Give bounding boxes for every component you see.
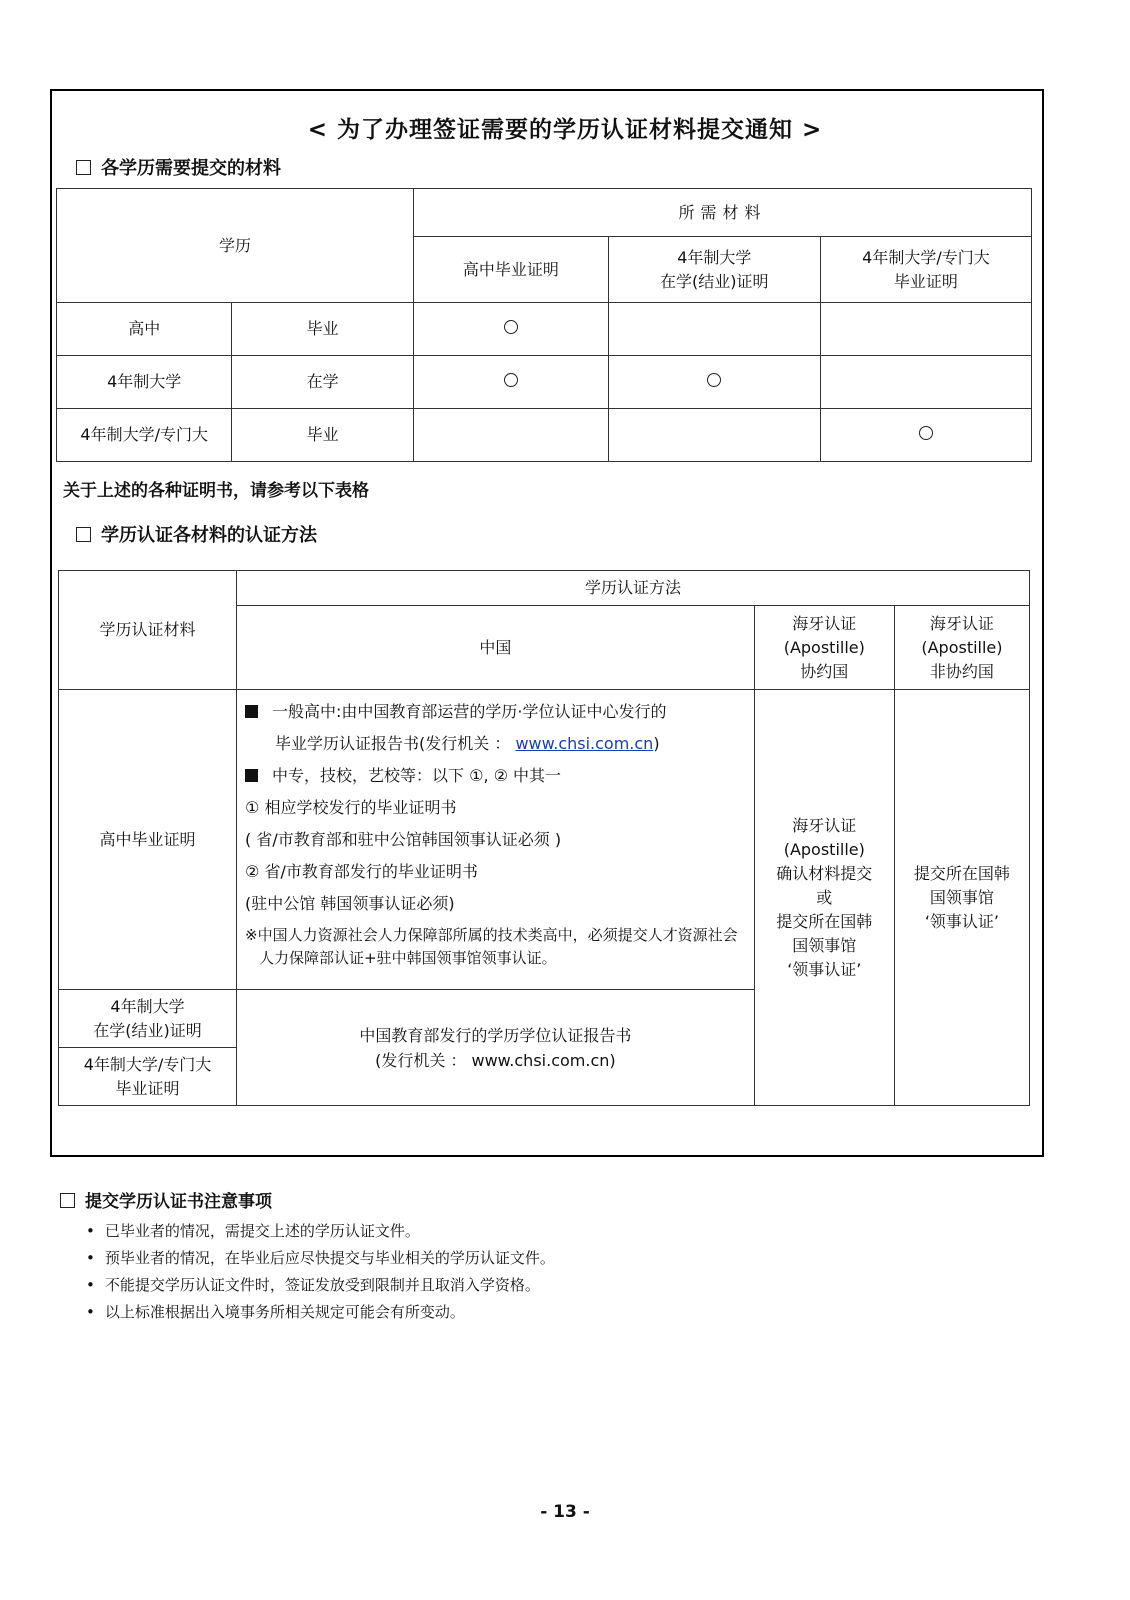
method-line (245, 760, 748, 792)
row-status: 毕业 (232, 303, 414, 356)
row-level: 4年制大学 (57, 356, 232, 409)
checkbox-square-icon (76, 160, 91, 175)
header-col-graduated: 4年制大学/专门大 毕业证明 (820, 237, 1031, 303)
method-line: ② 省/市教育部发行的毕业证明书 (245, 862, 478, 881)
required-circle-icon (707, 373, 721, 387)
requirement-cell (608, 356, 820, 409)
header-material: 学历认证材料 (59, 571, 237, 690)
requirement-cell (820, 409, 1031, 462)
note-item: • 不能提交学历认证文件时，签证发放受到限制并且取消入学资格。 (86, 1272, 555, 1299)
note-item: • 预毕业者的情况，在毕业后应尽快提交与毕业相关的学历认证文件。 (86, 1245, 555, 1272)
methods-table (58, 570, 1030, 1106)
notes-list (60, 1218, 555, 1326)
required-circle-icon (504, 373, 518, 387)
apostille-non-member-method: 提交所在国韩 国领事馆 ‘领事认证’ (894, 690, 1029, 1106)
section-heading-materials (76, 154, 281, 180)
header-education: 学历 (57, 189, 414, 303)
section-heading-text: 学历认证各材料的认证方法 (101, 525, 317, 546)
method-text: 中专，技校，艺校等：以下 ①, ② 中其一 (272, 766, 562, 785)
row-label-highschool: 高中毕业证明 (59, 690, 237, 990)
requirement-cell (820, 303, 1031, 356)
header-method: 学历认证方法 (237, 571, 1030, 606)
requirement-cell (608, 303, 820, 356)
requirement-cell (820, 356, 1031, 409)
highschool-china-method (237, 690, 755, 990)
method-text: 一般高中:由中国教育部运营的学历·学位认证中心发行的 (272, 702, 667, 721)
row-status: 在学 (232, 356, 414, 409)
header-col-highschool: 高中毕业证明 (413, 237, 608, 303)
reference-note: ※中国人力资源社会人力保障部所属的技术类高中，必须提交人才资源社会人力保障部认证+驻中韩国领事馆领事认证。 (245, 926, 738, 967)
requirement-cell (608, 409, 820, 462)
method-text: 毕业学历认证报告书(发行机关 ： (275, 734, 516, 753)
table-reference-note: 关于上述的各种证明书，请参考以下表格 (63, 481, 369, 501)
section-heading-methods (76, 521, 317, 547)
method-line: ( 省/市教育部和驻中公馆韩国领事认证必须 ) (245, 830, 562, 849)
method-line: ① 相应学校发行的毕业证明书 (245, 798, 457, 817)
page-number: - 13 - (540, 1502, 590, 1522)
materials-table (56, 188, 1032, 462)
checkbox-square-icon (76, 527, 91, 542)
requirement-cell (413, 409, 608, 462)
submission-notes (60, 1187, 555, 1326)
header-apostille-non-member: 海牙认证 (Apostille) 非协约国 (894, 606, 1029, 690)
row-label-graduated: 4年制大学/专门大 毕业证明 (59, 1048, 237, 1106)
bullet-square-icon (245, 769, 258, 782)
materials-row (57, 356, 1032, 409)
materials-row (57, 409, 1032, 462)
materials-row (57, 303, 1032, 356)
requirement-cell (413, 303, 608, 356)
row-level: 高中 (57, 303, 232, 356)
apostille-member-method: 海牙认证 (Apostille) 确认材料提交 或 提交所在国韩 国领事馆 ‘领事认证’ (754, 690, 894, 1106)
header-required: 所需材料 (413, 189, 1031, 237)
header-col-enrolled: 4年制大学 在学(结业)证明 (608, 237, 820, 303)
header-apostille-member: 海牙认证 (Apostille) 协约国 (754, 606, 894, 690)
section-heading-notes (60, 1187, 555, 1212)
note-item: • 以上标准根据出入境事务所相关规定可能会有所变动。 (86, 1299, 555, 1326)
row-label-enrolled: 4年制大学 在学(结业)证明 (59, 990, 237, 1048)
row-status: 毕业 (232, 409, 414, 462)
checkbox-square-icon (60, 1193, 75, 1208)
chsi-link[interactable]: www.chsi.com.cn (515, 734, 654, 753)
section-heading-text: 提交学历认证书注意事项 (85, 1192, 272, 1212)
method-line: (驻中公馆 韩国领事认证必须) (245, 894, 455, 913)
university-china-method: 中国教育部发行的学历学位认证报告书 (发行机关 ： www.chsi.com.cn) (237, 990, 755, 1106)
method-line (245, 728, 748, 760)
bullet-square-icon (245, 705, 258, 718)
method-text: ) (653, 734, 660, 753)
required-circle-icon (504, 320, 518, 334)
section-heading-text: 各学历需要提交的材料 (101, 158, 281, 179)
method-line (245, 696, 748, 728)
page-title: < 为了办理签证需要的学历认证材料提交通知 > (307, 117, 823, 143)
header-china: 中国 (237, 606, 755, 690)
requirement-cell (413, 356, 608, 409)
row-level: 4年制大学/专门大 (57, 409, 232, 462)
required-circle-icon (919, 426, 933, 440)
note-item: • 已毕业者的情况，需提交上述的学历认证文件。 (86, 1218, 555, 1245)
